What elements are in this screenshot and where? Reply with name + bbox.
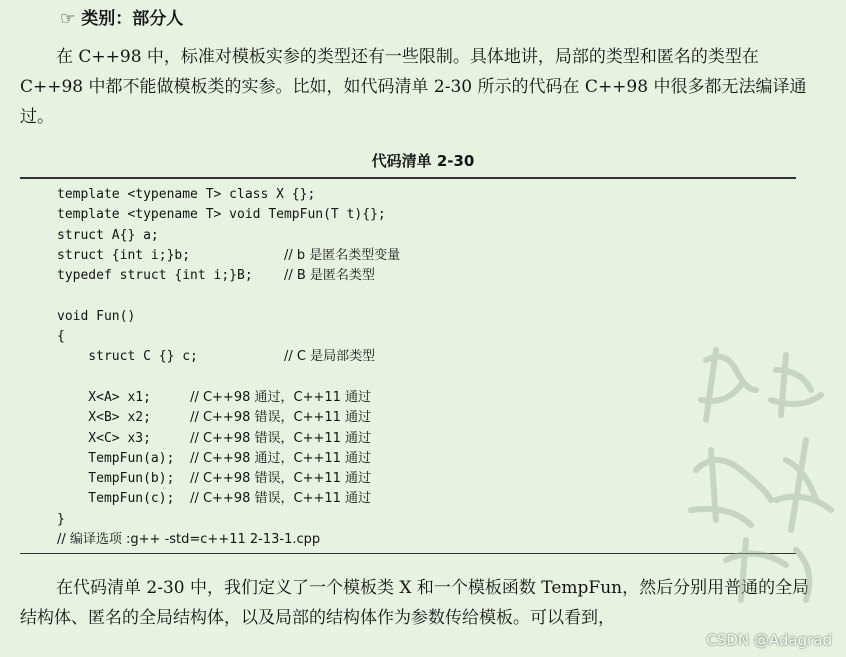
csdn-watermark: CSDN @Adagrad xyxy=(706,631,832,649)
code-line: X<A> x1; // C++98 通过，C++11 通过 xyxy=(57,389,372,405)
code-line: struct {int i;}b; // b 是匿名类型变量 xyxy=(57,247,401,263)
listing-bottom-rule xyxy=(20,553,796,554)
intro-paragraph: 在 C++98 中，标准对模板实参的类型还有一些限制。具体地讲，局部的类型和匿名的类型在 C++98 中都不能做模板类的实参。比如，如代码清单 2-30 所示的代码在 C++98 中很多都无法编译通过。 xyxy=(20,47,807,127)
body-paragraph: 在代码清单 2-30 中，我们定义了一个模板类 X 和一个模板函数 TempFun，然后分别用普通的全局结构体、匿名的全局结构体，以及局部的结构体作为参数传给模板。可以看到， xyxy=(20,578,810,628)
code-line: void Fun() xyxy=(57,308,136,324)
section-heading xyxy=(60,6,183,32)
code-line: template <typename T> class X {}; xyxy=(57,187,316,202)
code-line: X<C> x3; // C++98 错误，C++11 通过 xyxy=(57,430,372,446)
code-line: TempFun(c); // C++98 错误，C++11 通过 xyxy=(57,491,372,507)
listing-top-rule xyxy=(20,177,796,179)
listing-title: 代码清单 2-30 xyxy=(371,152,475,170)
code-line: { xyxy=(57,329,65,345)
code-line: X<B> x2; // C++98 错误，C++11 通过 xyxy=(57,410,372,426)
code-line: // 编译选项 :g++ -std=c++11 2-13-1.cpp xyxy=(57,532,321,548)
code-listing xyxy=(57,185,400,550)
code-line xyxy=(57,368,400,388)
code-line: struct C {} c; // C 是局部类型 xyxy=(57,349,376,365)
pointing-hand-icon: ☞ xyxy=(60,9,76,29)
code-line: TempFun(a); // C++98 通过，C++11 通过 xyxy=(57,450,372,466)
code-line: template <typename T> void TempFun(T t){}; xyxy=(57,207,386,223)
code-line: struct A{} a; xyxy=(57,227,159,243)
code-line xyxy=(57,286,400,306)
code-line: } xyxy=(57,511,65,527)
code-line: TempFun(b); // C++98 错误，C++11 通过 xyxy=(57,471,372,487)
code-line: typedef struct {int i;}B; // B 是匿名类型 xyxy=(57,268,375,284)
section-heading-text: 类别：部分人 xyxy=(81,9,184,29)
